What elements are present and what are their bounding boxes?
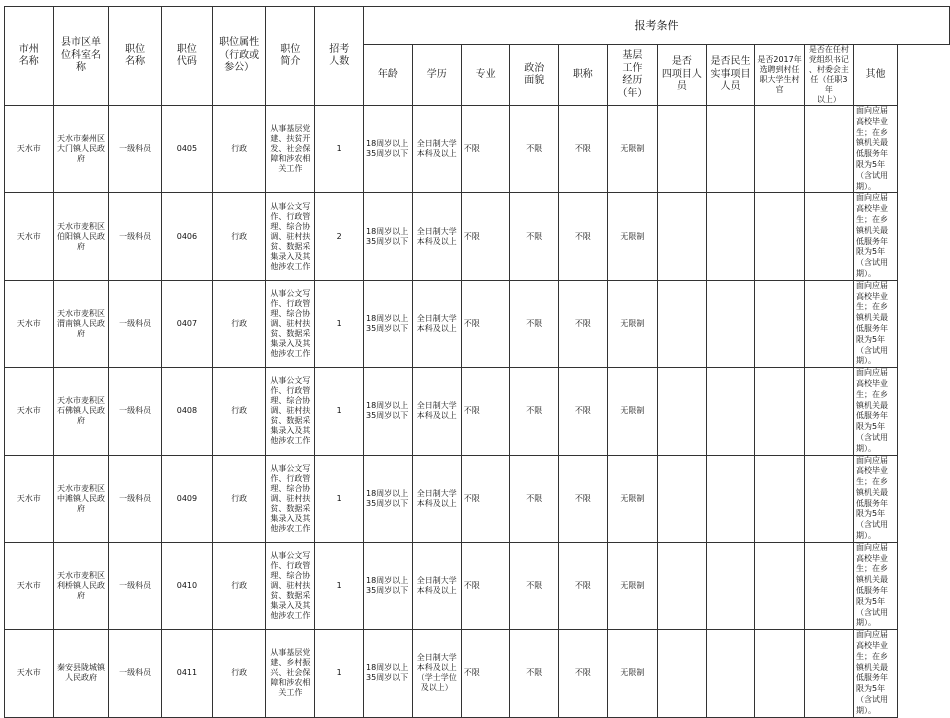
cell-age: 18周岁以上35周岁以下 <box>364 630 413 717</box>
cell-party-secretary <box>804 193 853 280</box>
cell-party-secretary <box>804 280 853 367</box>
header-other: 其他 <box>854 45 898 106</box>
cell-livelihood <box>706 368 755 455</box>
table-row <box>5 280 950 367</box>
cell-livelihood <box>706 630 755 717</box>
cell-intro: 从事公文写作、行政管理、综合协调、驻村扶贫、数据采集录入及其他涉农工作 <box>266 542 315 629</box>
cell-political: 不限 <box>510 106 559 193</box>
cell-four-projects <box>658 630 707 717</box>
header-position-attr: 职位属性 （行政或 参公） <box>213 7 266 106</box>
cell-position-name: 一级科员 <box>109 542 161 629</box>
cell-position-attr: 行政 <box>213 542 266 629</box>
cell-count: 1 <box>315 630 364 717</box>
cell-other: 面向应届高校毕业生；在乡镇机关最低服务年限为5年（含试用期）。 <box>854 106 898 193</box>
cell-age: 18周岁以上35周岁以下 <box>364 193 413 280</box>
cell-city: 天水市 <box>5 630 54 717</box>
cell-livelihood <box>706 542 755 629</box>
cell-position-attr: 行政 <box>213 280 266 367</box>
cell-experience: 无限制 <box>607 106 657 193</box>
cell-position-name: 一级科员 <box>109 106 161 193</box>
header-title: 职称 <box>559 45 608 106</box>
header-party-secretary: 是否在任村 党组织书记 、村委会主 任（任职3年 以上） <box>804 45 853 106</box>
cell-village-official <box>755 542 805 629</box>
cell-intro: 从事公文写作、行政管理、综合协调、驻村扶贫、数据采集录入及其他涉农工作 <box>266 193 315 280</box>
cell-position-attr: 行政 <box>213 368 266 455</box>
cell-major: 不限 <box>461 630 510 717</box>
header-conditions: 报考条件 <box>364 7 950 45</box>
cell-experience: 无限制 <box>607 193 657 280</box>
cell-education: 全日制大学本科及以上（学士学位及以上） <box>412 630 461 717</box>
table-row <box>5 542 950 629</box>
header-education: 学历 <box>412 45 461 106</box>
recruitment-table <box>4 6 950 718</box>
cell-experience: 无限制 <box>607 542 657 629</box>
cell-title: 不限 <box>559 542 608 629</box>
cell-political: 不限 <box>510 280 559 367</box>
cell-village-official <box>755 630 805 717</box>
cell-city: 天水市 <box>5 455 54 542</box>
cell-other: 面向应届高校毕业生；在乡镇机关最低服务年限为5年（含试用期）。 <box>854 542 898 629</box>
header-experience: 基层 工作 经历 （年） <box>607 45 657 106</box>
cell-position-attr: 行政 <box>213 455 266 542</box>
cell-education: 全日制大学本科及以上 <box>412 455 461 542</box>
table-row <box>5 368 950 455</box>
header-intro: 职位 简介 <box>266 7 315 106</box>
cell-livelihood <box>706 280 755 367</box>
header-city: 市州 名称 <box>5 7 54 106</box>
cell-party-secretary <box>804 630 853 717</box>
cell-title: 不限 <box>559 630 608 717</box>
cell-age: 18周岁以上35周岁以下 <box>364 280 413 367</box>
cell-village-official <box>755 455 805 542</box>
table-row <box>5 455 950 542</box>
cell-livelihood <box>706 106 755 193</box>
cell-count: 1 <box>315 106 364 193</box>
cell-age: 18周岁以上35周岁以下 <box>364 542 413 629</box>
table-row <box>5 630 950 717</box>
cell-four-projects <box>658 542 707 629</box>
cell-village-official <box>755 106 805 193</box>
cell-party-secretary <box>804 542 853 629</box>
cell-unit: 天水市麦积区石佛镇人民政府 <box>53 368 109 455</box>
cell-position-name: 一级科员 <box>109 455 161 542</box>
cell-major: 不限 <box>461 542 510 629</box>
cell-title: 不限 <box>559 193 608 280</box>
cell-party-secretary <box>804 455 853 542</box>
cell-count: 1 <box>315 280 364 367</box>
cell-position-name: 一级科员 <box>109 630 161 717</box>
cell-intro: 从事公文写作、行政管理、综合协调、驻村扶贫、数据采集录入及其他涉农工作 <box>266 368 315 455</box>
cell-major: 不限 <box>461 455 510 542</box>
cell-count: 2 <box>315 193 364 280</box>
cell-four-projects <box>658 106 707 193</box>
cell-major: 不限 <box>461 280 510 367</box>
header-livelihood: 是否民生 实事项目 人员 <box>706 45 755 106</box>
cell-experience: 无限制 <box>607 630 657 717</box>
cell-position-name: 一级科员 <box>109 193 161 280</box>
table-row <box>5 193 950 280</box>
cell-position-code: 0407 <box>161 280 212 367</box>
cell-city: 天水市 <box>5 542 54 629</box>
cell-village-official <box>755 280 805 367</box>
cell-four-projects <box>658 368 707 455</box>
header-count: 招考 人数 <box>315 7 364 106</box>
cell-age: 18周岁以上35周岁以下 <box>364 106 413 193</box>
cell-position-code: 0409 <box>161 455 212 542</box>
cell-village-official <box>755 193 805 280</box>
cell-other: 面向应届高校毕业生；在乡镇机关最低服务年限为5年（含试用期）。 <box>854 280 898 367</box>
cell-education: 全日制大学本科及以上 <box>412 280 461 367</box>
cell-title: 不限 <box>559 280 608 367</box>
cell-major: 不限 <box>461 193 510 280</box>
header-unit: 县市区单 位科室名 称 <box>53 7 109 106</box>
cell-age: 18周岁以上35周岁以下 <box>364 455 413 542</box>
cell-title: 不限 <box>559 455 608 542</box>
cell-position-attr: 行政 <box>213 106 266 193</box>
cell-political: 不限 <box>510 193 559 280</box>
cell-village-official <box>755 368 805 455</box>
cell-position-code: 0408 <box>161 368 212 455</box>
cell-major: 不限 <box>461 368 510 455</box>
cell-experience: 无限制 <box>607 455 657 542</box>
header-position-name: 职位 名称 <box>109 7 161 106</box>
cell-unit: 秦安县陇城镇人民政府 <box>53 630 109 717</box>
cell-experience: 无限制 <box>607 280 657 367</box>
cell-title: 不限 <box>559 368 608 455</box>
cell-party-secretary <box>804 106 853 193</box>
cell-other: 面向应届高校毕业生；在乡镇机关最低服务年限为5年（含试用期）。 <box>854 630 898 717</box>
cell-political: 不限 <box>510 368 559 455</box>
cell-four-projects <box>658 455 707 542</box>
cell-political: 不限 <box>510 542 559 629</box>
header-four-projects: 是否 四项目人 员 <box>658 45 707 106</box>
cell-livelihood <box>706 193 755 280</box>
cell-position-code: 0405 <box>161 106 212 193</box>
cell-other: 面向应届高校毕业生；在乡镇机关最低服务年限为5年（含试用期）。 <box>854 368 898 455</box>
cell-city: 天水市 <box>5 280 54 367</box>
cell-position-attr: 行政 <box>213 630 266 717</box>
cell-livelihood <box>706 455 755 542</box>
cell-city: 天水市 <box>5 368 54 455</box>
cell-age: 18周岁以上35周岁以下 <box>364 368 413 455</box>
table-row <box>5 106 950 193</box>
cell-education: 全日制大学本科及以上 <box>412 542 461 629</box>
cell-count: 1 <box>315 455 364 542</box>
cell-unit: 天水市麦积区利桥镇人民政府 <box>53 542 109 629</box>
header-major: 专业 <box>461 45 510 106</box>
cell-other: 面向应届高校毕业生；在乡镇机关最低服务年限为5年（含试用期）。 <box>854 455 898 542</box>
cell-unit: 天水市麦积区伯阳镇人民政府 <box>53 193 109 280</box>
cell-position-code: 0410 <box>161 542 212 629</box>
cell-party-secretary <box>804 368 853 455</box>
cell-political: 不限 <box>510 455 559 542</box>
cell-title: 不限 <box>559 106 608 193</box>
cell-intro: 从事基层党建、扶贫开发、社会保障和涉农相关工作 <box>266 106 315 193</box>
cell-four-projects <box>658 193 707 280</box>
cell-position-name: 一级科员 <box>109 368 161 455</box>
cell-education: 全日制大学本科及以上 <box>412 106 461 193</box>
cell-political: 不限 <box>510 630 559 717</box>
cell-intro: 从事公文写作、行政管理、综合协调、驻村扶贫、数据采集录入及其他涉农工作 <box>266 455 315 542</box>
header-age: 年龄 <box>364 45 413 106</box>
cell-intro: 从事基层党建、乡村振兴、社会保障和涉农相关工作 <box>266 630 315 717</box>
cell-unit: 天水市秦州区大门镇人民政府 <box>53 106 109 193</box>
cell-unit: 天水市麦积区中滩镇人民政府 <box>53 455 109 542</box>
cell-other: 面向应届高校毕业生；在乡镇机关最低服务年限为5年（含试用期）。 <box>854 193 898 280</box>
cell-unit: 天水市麦积区渭南镇人民政府 <box>53 280 109 367</box>
cell-education: 全日制大学本科及以上 <box>412 368 461 455</box>
cell-experience: 无限制 <box>607 368 657 455</box>
cell-city: 天水市 <box>5 193 54 280</box>
header-position-code: 职位 代码 <box>161 7 212 106</box>
cell-position-name: 一级科员 <box>109 280 161 367</box>
cell-count: 1 <box>315 542 364 629</box>
cell-position-code: 0406 <box>161 193 212 280</box>
cell-city: 天水市 <box>5 106 54 193</box>
header-political: 政治 面貌 <box>510 45 559 106</box>
cell-education: 全日制大学本科及以上 <box>412 193 461 280</box>
cell-four-projects <box>658 280 707 367</box>
cell-count: 1 <box>315 368 364 455</box>
cell-position-code: 0411 <box>161 630 212 717</box>
cell-major: 不限 <box>461 106 510 193</box>
cell-position-attr: 行政 <box>213 193 266 280</box>
cell-intro: 从事公文写作、行政管理、综合协调、驻村扶贫、数据采集录入及其他涉农工作 <box>266 280 315 367</box>
header-village-official: 是否2017年 选聘到村任 职大学生村 官 <box>755 45 805 106</box>
